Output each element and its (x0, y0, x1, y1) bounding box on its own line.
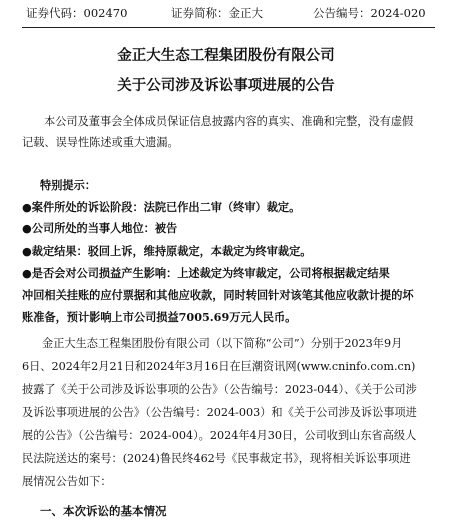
section-heading-1: 一、本次诉讼的基本情况 (40, 504, 167, 518)
body-line-6: 民法院送达的案号：(2024)鲁民终462号《民事裁定书》，现将相关诉讼事项进 (22, 452, 411, 465)
body-line-4: 及诉讼事项进展的公告》（公告编号：2024-003）和《关于公司涉及诉讼事项进 (22, 406, 417, 419)
stock-code: 证券代码：002470 (26, 6, 128, 20)
notice-number: 公告编号：2024-020 (313, 6, 426, 20)
tip-profit-impact: ●是否会对公司损益产生影响：上述裁定为终审裁定，公司将根据裁定结果 (22, 266, 390, 280)
body-line-5: 展的公告》（公告编号：2024-004）。2024年4月30日，公司收到山东省高级人 (22, 429, 417, 442)
body-line-7: 展情况公告如下： (22, 475, 112, 488)
tip-party-position: ●公司所处的当事人地位：被告 (22, 221, 178, 235)
company-title: 金正大生态工程集团股份有限公司 (117, 48, 335, 64)
tip-litigation-stage: ●案件所处的诉讼阶段：法院已作出二审（终审）裁定。 (22, 200, 301, 214)
tip-profit-impact-cont-2: 账准备，预计影响上市公司损益7005.69万元人民币。 (22, 310, 297, 324)
disclaimer-line-1: 本公司及董事会全体成员保证信息披露内容的真实、准确和完整，没有虚假 (44, 115, 414, 128)
body-line-1: 金正大生态工程集团股份有限公司（以下简称“公司”）分别于2023年9月 (42, 337, 403, 350)
header-divider (22, 27, 435, 28)
tip-profit-impact-cont-1: 冲回相关挂账的应付票据和其他应收款，同时转回针对该笔其他应收款计提的坏 (22, 288, 414, 302)
disclaimer-line-2: 记载、误导性陈述或重大遗漏。 (22, 136, 179, 149)
body-line-2: 6日、2024年2月21日和2024年3月16日在巨潮资讯网(www.cninfo.com.cn) (22, 360, 416, 373)
notice-title: 关于公司涉及诉讼事项进展的公告 (117, 78, 335, 94)
special-tips-heading: 特别提示： (40, 178, 96, 192)
document-header (0, 0, 452, 26)
body-line-3: 披露了《关于公司涉及诉讼事项的公告》（公告编号：2023-044）、《关于公司涉 (22, 383, 417, 396)
tip-ruling-result: ●裁定结果：驳回上诉，维持原裁定，本裁定为终审裁定。 (22, 244, 312, 258)
stock-name: 证券简称：金正大 (171, 6, 263, 20)
